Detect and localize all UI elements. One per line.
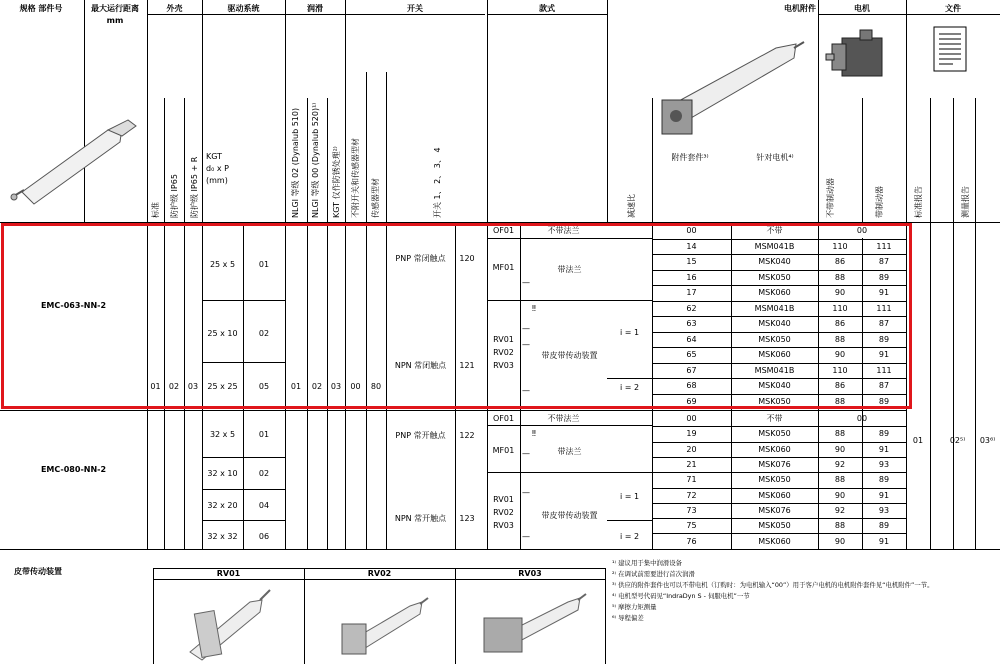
- motor-no-brake: 00: [856, 226, 868, 236]
- npn-nc: NPN 常闭触点: [394, 360, 447, 370]
- motor-with-brake: 89: [878, 475, 890, 485]
- sub-no-brake: 不带制动器: [826, 178, 835, 218]
- acc-kit-code: 62: [686, 303, 697, 313]
- sub-no-switch: 不附开关和传感器型材: [351, 138, 360, 218]
- style-dash: —: [522, 531, 530, 541]
- footnote: ³⁾ 供应的附件套件也可以不带电机（订购时：为电机输入“00”）用于客户电机的电机附件套件见“电机附件”一节。: [612, 581, 934, 589]
- motor-no-brake: 88: [834, 429, 846, 439]
- doc-meas-1: 02⁵⁾: [949, 435, 966, 445]
- sub-with-brake: 带制动器: [875, 186, 884, 218]
- screw-code: 01: [258, 259, 270, 269]
- screw-dp: 25 x 25: [207, 381, 238, 391]
- sub-kgt-mm: (mm): [206, 176, 228, 185]
- motor-accessory-icon: [656, 38, 806, 148]
- pnp-no: PNP 常开触点: [395, 430, 446, 440]
- motor-no-brake: 88: [834, 521, 846, 531]
- motor-with-brake: 89: [878, 272, 890, 282]
- belt-rv03-drawing-icon: [478, 588, 588, 662]
- doc-std: 01: [912, 435, 924, 445]
- motor-no-brake: 90: [834, 350, 846, 360]
- acc-kit-code: 65: [686, 350, 697, 360]
- motor-with-brake: 91: [878, 536, 890, 546]
- document-icon: [933, 26, 967, 72]
- motor-no-brake: 90: [834, 490, 846, 500]
- pnp-no-code: 122: [459, 430, 475, 440]
- style-rv03: RV03: [493, 521, 514, 530]
- motor-with-brake: 91: [878, 350, 890, 360]
- style-mark: ‼: [532, 428, 536, 438]
- header-drive: 驱动系统: [227, 4, 260, 13]
- style-of01: OF01: [492, 413, 515, 423]
- model-emc-080: EMC-080-NN-2: [40, 464, 107, 474]
- acc-kit-code: 00: [686, 226, 697, 236]
- sensor-code: 80: [370, 381, 382, 391]
- header-switch: 开关: [407, 4, 423, 13]
- lube-02: 01: [290, 381, 302, 391]
- acc-kit-code: 15: [686, 257, 697, 267]
- style-rv02: RV02: [493, 348, 514, 357]
- acc-kit-code: 63: [686, 319, 697, 329]
- sub-kgt-dp: d₀ x P: [206, 164, 229, 173]
- npn-nc-code: 121: [459, 360, 475, 370]
- header-max-travel: 最大运行距离: [91, 4, 139, 13]
- acc-kit-code: 73: [686, 505, 697, 515]
- lube-anti: 03: [330, 381, 342, 391]
- motor-no-brake: 92: [834, 460, 846, 470]
- sub-nlgi02: NLGI 等级 02 (Dynalub 510): [291, 107, 300, 218]
- motor-type: MSK060: [758, 288, 791, 298]
- sub-kgt-anti: KGT 仅作防锈处理²⁾: [332, 146, 341, 218]
- pnp-nc-code: 120: [459, 253, 475, 263]
- acc-kit-code: 75: [686, 521, 697, 531]
- ratio-2: i = 2: [619, 383, 640, 392]
- acc-kit-code: 20: [686, 444, 697, 454]
- sub-meas-report: 测量报告: [961, 186, 970, 218]
- motor-with-brake: 87: [878, 257, 890, 267]
- acc-kit-code: 71: [686, 475, 697, 485]
- acc-kit-code: 17: [686, 288, 697, 298]
- acc-kit-code: 19: [686, 429, 697, 439]
- motor-type: MSM041B: [754, 241, 795, 251]
- motor-no-brake: 88: [834, 475, 846, 485]
- motor-icon: [824, 28, 894, 88]
- style-rv01: RV01: [493, 335, 514, 344]
- header-lube: 润滑: [307, 4, 323, 13]
- style-no-flange: 不带法兰: [547, 226, 580, 235]
- motor-with-brake: 89: [878, 429, 890, 439]
- footnote: ⁵⁾ 摩擦力矩测量: [612, 603, 657, 611]
- screw-code: 05: [258, 381, 270, 391]
- header-max-travel-unit: mm: [106, 16, 124, 25]
- screw-dp: 25 x 10: [207, 328, 238, 338]
- style-no-flange: 不带法兰: [547, 413, 580, 423]
- pnp-nc: PNP 常闭触点: [395, 253, 446, 263]
- belt-drive-label: 皮带传动装置: [14, 566, 62, 576]
- style-rv01: RV01: [493, 495, 514, 504]
- motor-type: MSK060: [758, 490, 791, 500]
- motor-type: MSK040: [758, 381, 791, 391]
- style-mf01: MF01: [492, 263, 515, 272]
- footnote: ⁶⁾ 导程偏差: [612, 614, 644, 622]
- ratio-2: i = 2: [619, 532, 640, 541]
- motor-no-brake: 86: [834, 319, 846, 329]
- motor-no-brake: 92: [834, 505, 846, 515]
- motor-no-brake: 88: [834, 334, 846, 344]
- acc-kit-code: 67: [686, 365, 697, 375]
- motor-type: 不带: [766, 414, 783, 424]
- screw-code: 06: [258, 531, 270, 541]
- motor-with-brake: 93: [878, 505, 890, 515]
- acc-kit-code: 00: [686, 414, 697, 424]
- style-with-flange: 带法兰: [557, 447, 582, 456]
- motor-no-brake: 88: [834, 272, 846, 282]
- housing-ip65r: 03: [187, 381, 199, 391]
- screw-dp: 32 x 5: [209, 429, 236, 439]
- header-style: 款式: [539, 4, 555, 13]
- style-with-flange: 带法兰: [557, 265, 582, 274]
- style-dash: —: [522, 385, 530, 395]
- motor-with-brake: 89: [878, 396, 890, 406]
- sub-standard: 标准: [151, 202, 160, 218]
- motor-with-brake: 89: [878, 334, 890, 344]
- style-dash: —: [522, 339, 530, 349]
- header-model: 规格 部件号: [19, 4, 63, 13]
- motor-with-brake: 93: [878, 460, 890, 470]
- screw-dp: 25 x 5: [209, 259, 236, 269]
- style-dash: —: [522, 448, 530, 458]
- screw-dp: 32 x 10: [207, 468, 238, 478]
- belt-rv03: RV03: [518, 569, 542, 578]
- sub-kgt: KGT: [206, 152, 223, 161]
- motor-with-brake: 111: [876, 303, 892, 313]
- style-rv03: RV03: [493, 361, 514, 370]
- ratio-1: i = 1: [619, 492, 640, 501]
- footnote: ¹⁾ 建议用于集中润滑设备: [612, 559, 683, 567]
- motor-with-brake: 91: [878, 490, 890, 500]
- sub-sensor: 传感器型材: [371, 178, 380, 218]
- style-dash: —: [522, 323, 530, 333]
- style-dash: —: [522, 277, 530, 287]
- style-mark: ‼: [532, 303, 536, 313]
- acc-kit-code: 64: [686, 334, 697, 344]
- motor-with-brake: 89: [878, 521, 890, 531]
- acc-kit-code: 72: [686, 490, 697, 500]
- lube-00: 02: [311, 381, 323, 391]
- motor-with-brake: 87: [878, 319, 890, 329]
- belt-rv02-drawing-icon: [332, 590, 432, 662]
- screw-code: 02: [258, 328, 270, 338]
- motor-with-brake: 91: [878, 444, 890, 454]
- motor-with-brake: 91: [878, 288, 890, 298]
- sub-ip65: 防护级 IP65: [170, 174, 179, 218]
- motor-no-brake: 110: [832, 241, 848, 251]
- belt-rv01-drawing-icon: [180, 582, 280, 662]
- screw-code: 02: [258, 468, 270, 478]
- motor-type: MSK050: [758, 429, 791, 439]
- belt-rv02: RV02: [367, 569, 392, 578]
- style-mf01: MF01: [492, 445, 515, 455]
- motor-type: MSK040: [758, 257, 791, 267]
- acc-kit-code: 14: [686, 241, 697, 251]
- header-motor-acc: 电机附件: [784, 4, 816, 13]
- style-rv02: RV02: [493, 508, 514, 517]
- motor-no-brake: 110: [832, 303, 848, 313]
- footnote: ²⁾ 在调试前需要进行首次润滑: [612, 570, 695, 578]
- housing-std: 01: [150, 381, 161, 391]
- motor-type: 不带: [766, 226, 783, 236]
- model-emc-063: EMC-063-NN-2: [40, 300, 107, 310]
- npn-no-code: 123: [459, 513, 475, 523]
- sub-switch-1234: 开关 1、 2、 3、 4: [433, 147, 442, 218]
- sub-ip65r: 防护级 IP65 + R: [190, 156, 199, 218]
- motor-type: MSK060: [758, 350, 791, 360]
- motor-type: MSK050: [758, 396, 791, 406]
- motor-with-brake: 111: [876, 241, 892, 251]
- motor-type: MSK076: [758, 460, 791, 470]
- acc-kit-code: 68: [686, 381, 697, 391]
- motor-no-brake: 86: [834, 257, 846, 267]
- acc-kit-code: 76: [686, 536, 697, 546]
- sub-ratio: 减速比: [627, 194, 636, 218]
- header-housing: 外壳: [166, 4, 183, 13]
- no-switch-code: 00: [350, 381, 361, 391]
- sub-std-report: 标准报告: [914, 186, 923, 218]
- housing-ip65: 02: [168, 381, 180, 391]
- motor-type: MSK076: [758, 505, 791, 515]
- sub-for-motor: 针对电机⁴⁾: [756, 153, 794, 162]
- style-dash: —: [522, 487, 530, 497]
- acc-kit-code: 69: [686, 396, 697, 406]
- motor-type: MSM041B: [754, 365, 795, 375]
- motor-with-brake: 87: [878, 381, 890, 391]
- npn-no: NPN 常开触点: [394, 513, 447, 523]
- motor-type: MSK050: [758, 475, 791, 485]
- motor-type: MSM041B: [754, 303, 795, 313]
- sub-acc-kit: 附件套件³⁾: [671, 153, 709, 162]
- style-belt-drive: 带皮带传动装置: [541, 351, 598, 360]
- motor-type: MSK050: [758, 272, 791, 282]
- motor-type: MSK040: [758, 319, 791, 329]
- acc-kit-code: 21: [686, 460, 697, 470]
- motor-type: MSK060: [758, 444, 791, 454]
- screw-dp: 32 x 20: [207, 500, 238, 510]
- motor-no-brake: 88: [834, 396, 846, 406]
- motor-no-brake: 86: [834, 381, 846, 391]
- motor-no-brake: 90: [834, 536, 846, 546]
- motor-with-brake: 111: [876, 365, 892, 375]
- screw-dp: 32 x 32: [207, 531, 238, 541]
- sub-nlgi00: NLGI 等级 00 (Dynalub 520)¹⁾: [311, 102, 320, 218]
- header-motor: 电机: [854, 4, 870, 13]
- style-of01: OF01: [492, 226, 515, 235]
- doc-meas-2: 03⁶⁾: [979, 435, 996, 445]
- footnote: ⁴⁾ 电机型号代码见“IndraDyn S - 伺服电机”一节: [612, 592, 750, 600]
- motor-no-brake: 110: [832, 365, 848, 375]
- motor-no-brake: 90: [834, 444, 846, 454]
- motor-no-brake: 00: [856, 414, 868, 424]
- motor-no-brake: 90: [834, 288, 846, 298]
- ratio-1: i = 1: [619, 328, 640, 337]
- screw-code: 04: [258, 500, 270, 510]
- motor-type: MSK060: [758, 536, 791, 546]
- motor-type: MSK050: [758, 334, 791, 344]
- acc-kit-code: 16: [686, 272, 697, 282]
- style-belt-drive: 带皮带传动装置: [541, 511, 598, 520]
- belt-rv01: RV01: [216, 569, 241, 578]
- motor-type: MSK050: [758, 521, 791, 531]
- header-docs: 文件: [945, 4, 961, 13]
- screw-code: 01: [258, 429, 270, 439]
- actuator-drawing-icon: [4, 100, 154, 210]
